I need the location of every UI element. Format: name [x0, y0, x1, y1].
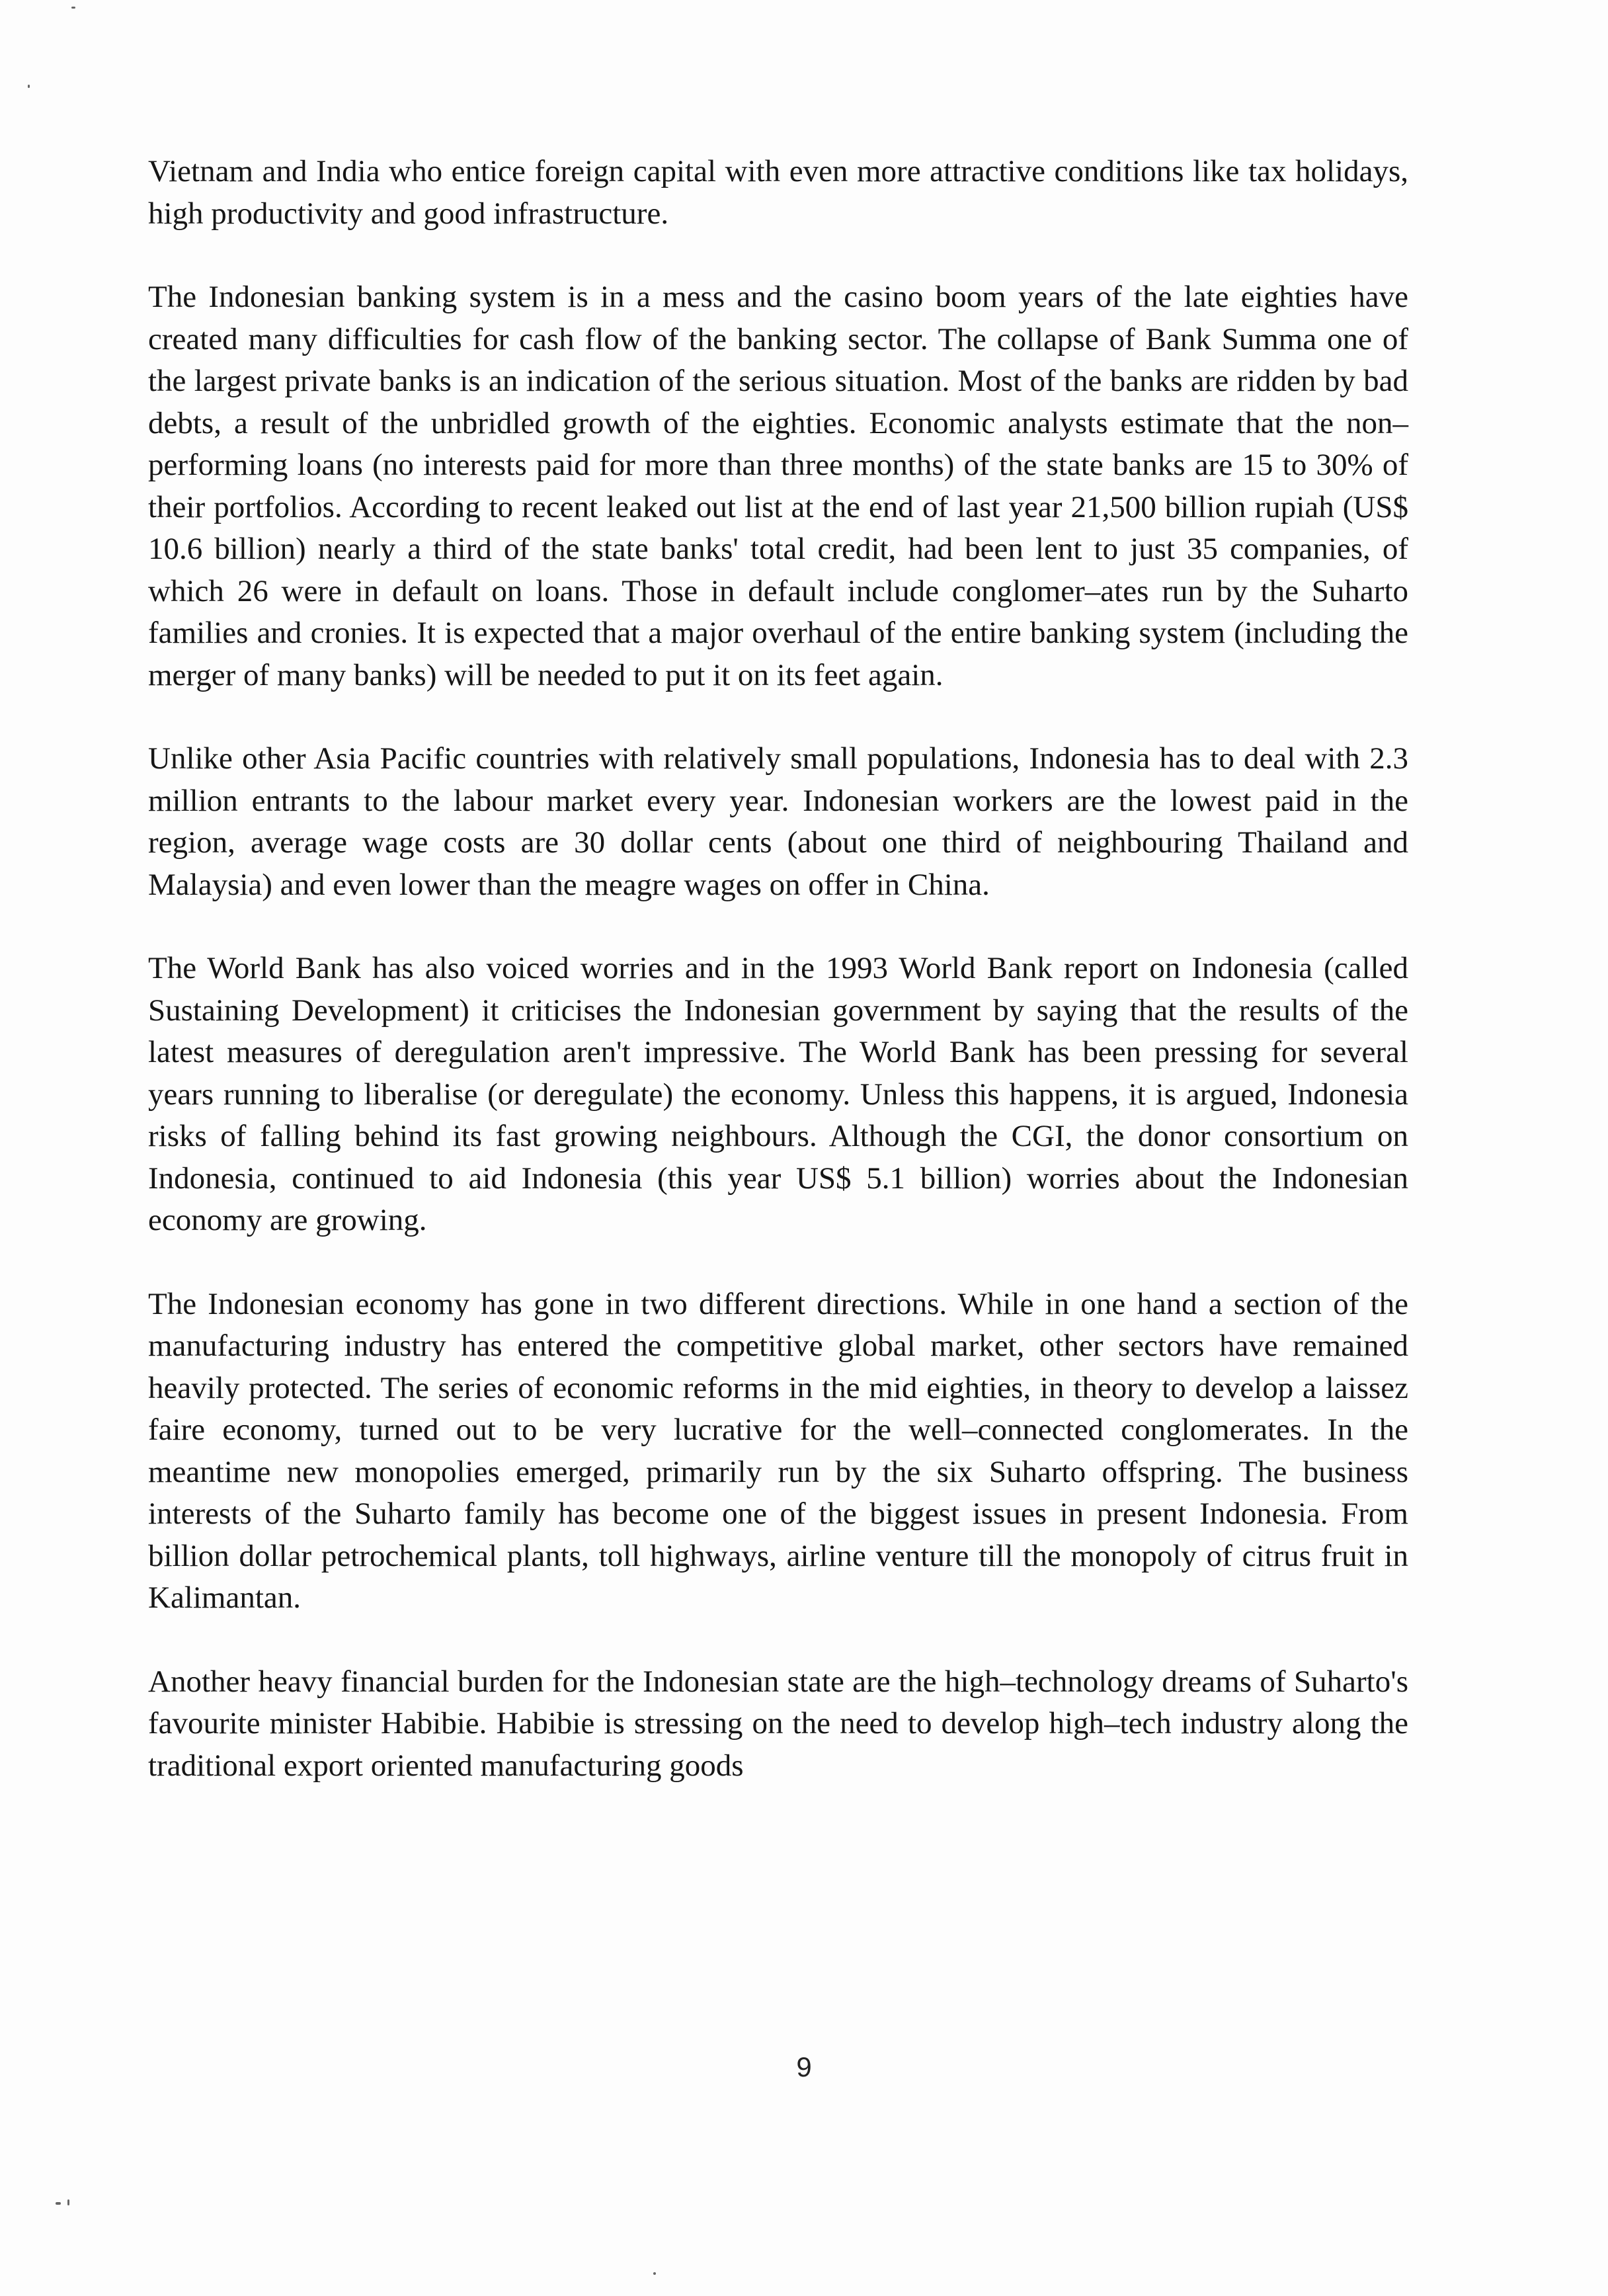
paragraph-6: Another heavy financial burden for the Indonesian state are the high–technology dreams of Suharto's favourite minister Habibie. Habibie is stressing on the need to develop high–tech industry along the traditional export oriented manufacturing goods [148, 1664, 1408, 1783]
paragraph-1: Vietnam and India who entice foreign capital with even more attractive conditions like tax holidays, high productivity and good infrastructure. [148, 154, 1408, 231]
page-number: 9 [796, 2051, 812, 2082]
paragraph-5: The Indonesian economy has gone in two different directions. While in one hand a section of the manufacturing industry has entered the competitive global market, other sectors have remained heavily protected. The series of economic reforms in the mid eighties, in theory to develop a laissez faire economy, turned out to be very lucrative for the well–connected conglomerates. In the meantime new monopolies emerged, primarily run by the six Suharto offspring. The business interests of the Suharto family has become one of the biggest issues in present Indonesia. From billion dollar petrochemical plants, toll highways, airline venture till the monopoly of citrus fruit in Kalimantan. [148, 1286, 1408, 1615]
body-text [148, 151, 1408, 1787]
scan-speck [28, 85, 30, 88]
paragraph-3: Unlike other Asia Pacific countries with relatively small populations, Indonesia has to deal with 2.3 million entrants to the labour market every year. Indonesian workers are the lowest paid in the region, average wage costs are 30 dollar cents (about one third of neighbouring Thailand and Malaysia) and even lower than the meagre wages on offer in China. [148, 741, 1408, 902]
scan-speck [71, 7, 75, 9]
paragraph-2: The Indonesian banking system is in a mess and the casino boom years of the late eighties have created many difficulties for cash flow of the banking sector. The collapse of Bank Summa one of the largest private banks is an indication of the serious situation. Most of the banks are ridden by bad debts, a result of the unbridled growth of the eighties. Economic analysts estimate that the non–performing loans (no interests paid for more than three months) of the state banks are 15 to 30% of their portfolios. According to recent leaked out list at the end of last year 21,500 billion rupiah (US$ 10.6 billion) nearly a third of the state banks' total credit, had been lent to just 35 companies, of which 26 were in default on loans. Those in default include conglomer–ates run by the Suharto families and cronies. It is expected that a major overhaul of the entire banking system (including the merger of many banks) will be needed to put it on its feet again. [148, 280, 1408, 692]
scan-speck [653, 2272, 656, 2275]
paragraph-4: The World Bank has also voiced worries and in the 1993 World Bank report on Indonesia (called Sustaining Development) it criticises the Indonesian government by saying that the results of the latest measures of deregulation aren't impressive. The World Bank has been pressing for several years running to liberalise (or deregulate) the economy. Unless this happens, it is argued, Indonesia risks of falling behind its fast growing neighbours. Although the CGI, the donor consortium on Indonesia, continued to aid Indonesia (this year US$ 5.1 billion) worries about the Indonesian economy are growing. [148, 951, 1408, 1237]
scan-speck [56, 2202, 61, 2205]
scan-speck [67, 2199, 69, 2205]
